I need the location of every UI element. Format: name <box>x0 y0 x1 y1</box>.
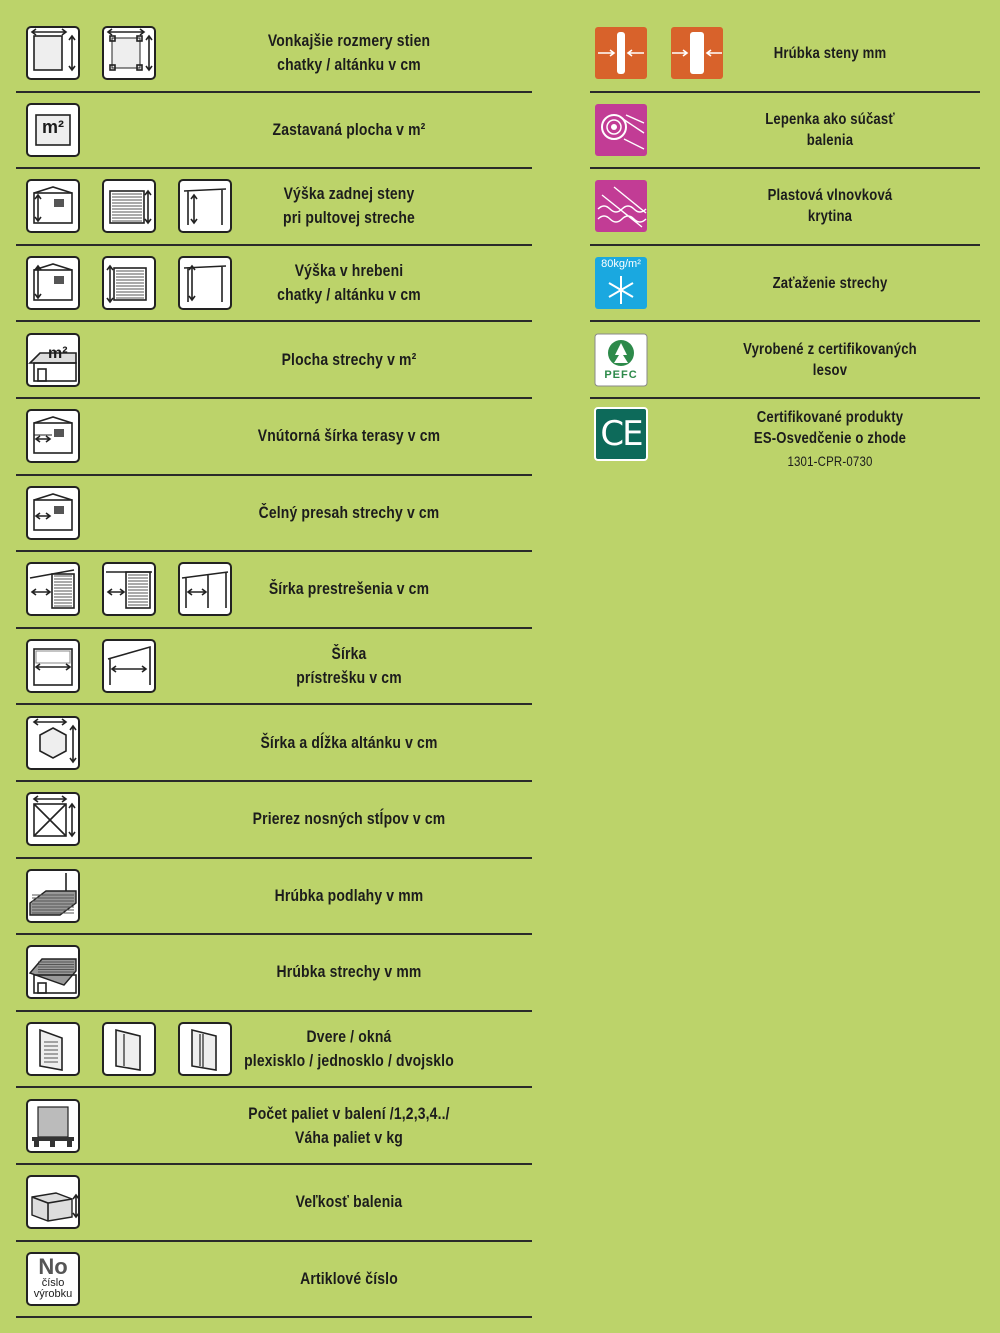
wall-thickness-thin-icon <box>594 26 648 80</box>
legend-label <box>199 424 499 448</box>
legend-label-line: Lepenka ako súčasť <box>765 110 895 128</box>
legend-label-line: lesov <box>812 361 848 379</box>
legend-label <box>199 348 499 372</box>
ce-mark-icon <box>594 407 648 461</box>
m2-label: m² <box>42 116 64 137</box>
legend-label <box>199 1102 499 1150</box>
legend-label <box>199 1025 499 1073</box>
legend-row <box>16 1088 532 1165</box>
legend-row <box>16 859 532 936</box>
legend-label-line: Váha paliet v kg <box>294 1127 403 1147</box>
legend-row <box>16 1012 532 1089</box>
legend-row <box>590 399 980 483</box>
door-single-glass-icon <box>102 1022 156 1076</box>
legend-row <box>16 246 532 323</box>
legend-row <box>590 16 980 93</box>
legend-label-line: Hrúbka steny mm <box>773 44 887 62</box>
legend-label <box>707 109 953 151</box>
roof-area-icon <box>26 333 80 387</box>
legend-label <box>199 731 499 755</box>
roof-thickness-icon <box>26 945 80 999</box>
article-number-label: No číslo výrobku <box>33 1253 73 1300</box>
legend-row <box>590 246 980 323</box>
gazebo-size-icon <box>26 716 80 770</box>
pallet-icon <box>26 1099 80 1153</box>
m2-label: m² <box>48 344 68 362</box>
legend-label-line: Hrúbka podlahy v mm <box>274 885 424 905</box>
legend-label <box>199 29 499 77</box>
legend-label-line: Zaťaženie strechy <box>772 274 888 292</box>
legend-row <box>590 169 980 246</box>
legend-label <box>199 1267 499 1291</box>
legend-label-line: balenia <box>806 131 854 149</box>
legend-label-line: plexisklo / jednosklo / dvojsklo <box>244 1051 454 1071</box>
legend-label-line: prístrešku v cm <box>296 668 402 688</box>
legend-label-line: Dvere / okná <box>306 1027 392 1047</box>
legend-row <box>16 169 532 246</box>
snow-load-icon <box>594 256 648 310</box>
legend-label <box>707 185 953 227</box>
legend-label <box>199 577 499 601</box>
legend-label <box>707 339 953 381</box>
legend-row <box>16 935 532 1012</box>
legend-label <box>707 407 953 472</box>
load-label: 80kg/m² <box>601 258 641 271</box>
legend-label-line: Artiklové číslo <box>300 1268 398 1288</box>
legend-label-line: Vonkajšie rozmery stien <box>267 31 431 51</box>
legend-label <box>707 43 953 64</box>
canopy-width-garage-icon <box>102 562 156 616</box>
roofing-felt-icon <box>594 103 648 157</box>
corrugated-plastic-roof-icon <box>594 179 648 233</box>
terrace-width-icon <box>26 409 80 463</box>
outer-dimensions-posts-icon <box>102 26 156 80</box>
legend-label <box>199 884 499 908</box>
legend-label <box>199 259 499 307</box>
ce-label: CE <box>600 413 642 454</box>
ridge-height-garage-icon <box>102 256 156 310</box>
legend-label-line: Zastavaná plocha v m² <box>272 119 426 139</box>
legend-row <box>16 782 532 859</box>
legend-label-line: chatky / altánku v cm <box>277 55 421 75</box>
legend-label-line: krytina <box>807 208 853 226</box>
legend-label-line: Vnútorná šírka terasy v cm <box>257 426 441 446</box>
legend-label <box>199 501 499 525</box>
legend-row <box>16 93 532 170</box>
legend-label <box>199 182 499 230</box>
legend-row <box>16 1165 532 1242</box>
carport-width-flat-icon <box>26 639 80 693</box>
legend-label-line: Šírka a dĺžka altánku v cm <box>260 732 438 752</box>
built-up-area-icon <box>26 103 80 157</box>
right-legend-column <box>590 16 980 483</box>
legend-label-line: Počet paliet v balení /1,2,3,4../ <box>248 1103 450 1123</box>
floor-thickness-icon <box>26 869 80 923</box>
article-number-icon <box>26 1252 80 1306</box>
left-legend-column <box>16 16 532 1318</box>
carport-width-slope-icon <box>102 639 156 693</box>
door-plexiglass-icon <box>26 1022 80 1076</box>
legend-label-line: Výška v hrebeni <box>294 261 404 281</box>
legend-row <box>16 552 532 629</box>
canopy-width-shed-icon <box>26 562 80 616</box>
legend-row <box>16 629 532 706</box>
legend-row <box>16 705 532 782</box>
legend-label <box>199 118 499 142</box>
legend-label <box>199 1190 499 1214</box>
back-wall-height-garage-icon <box>102 179 156 233</box>
pefc-logo-icon <box>594 333 648 387</box>
legend-label-line: ES-Osvedčenie o zhode <box>753 429 907 447</box>
legend-row <box>16 16 532 93</box>
legend-label-line: Šírka prestrešenia v cm <box>268 579 430 599</box>
certificate-number: 1301-CPR-0730 <box>787 452 873 469</box>
back-wall-height-shed-icon <box>26 179 80 233</box>
roof-overhang-icon <box>26 486 80 540</box>
legend-row <box>16 476 532 553</box>
legend-row <box>590 93 980 170</box>
legend-label <box>199 807 499 831</box>
pefc-label: PEFC <box>604 368 638 381</box>
legend-row <box>590 322 980 399</box>
post-cross-section-icon <box>26 792 80 846</box>
outer-dimensions-icon <box>26 26 80 80</box>
legend-label-line: Plastová vlnovková <box>767 187 893 205</box>
legend-label-line: Výška zadnej steny <box>283 184 415 204</box>
legend-label <box>199 642 499 690</box>
legend-label-line: Vyrobené z certifikovaných <box>743 340 917 358</box>
legend-label-line: Čelný presah strechy v cm <box>258 502 440 522</box>
ridge-height-shed-icon <box>26 256 80 310</box>
legend-label-line: Veľkosť balenia <box>295 1192 403 1212</box>
legend-row <box>16 1242 532 1319</box>
package-size-icon <box>26 1175 80 1229</box>
legend-row <box>16 399 532 476</box>
legend-label-line: Hrúbka strechy v mm <box>276 962 422 982</box>
legend-label <box>199 960 499 984</box>
legend-label-line: Šírka <box>331 644 367 664</box>
legend-label-line: Plocha strechy v m² <box>281 349 417 369</box>
legend-label-line: Prierez nosných stĺpov v cm <box>252 809 446 829</box>
legend-label-line: chatky / altánku v cm <box>277 285 421 305</box>
legend-label-line: pri pultovej streche <box>283 208 415 228</box>
legend-row <box>16 322 532 399</box>
legend-label <box>707 273 953 294</box>
legend-label-line: Certifikované produkty <box>756 408 904 426</box>
